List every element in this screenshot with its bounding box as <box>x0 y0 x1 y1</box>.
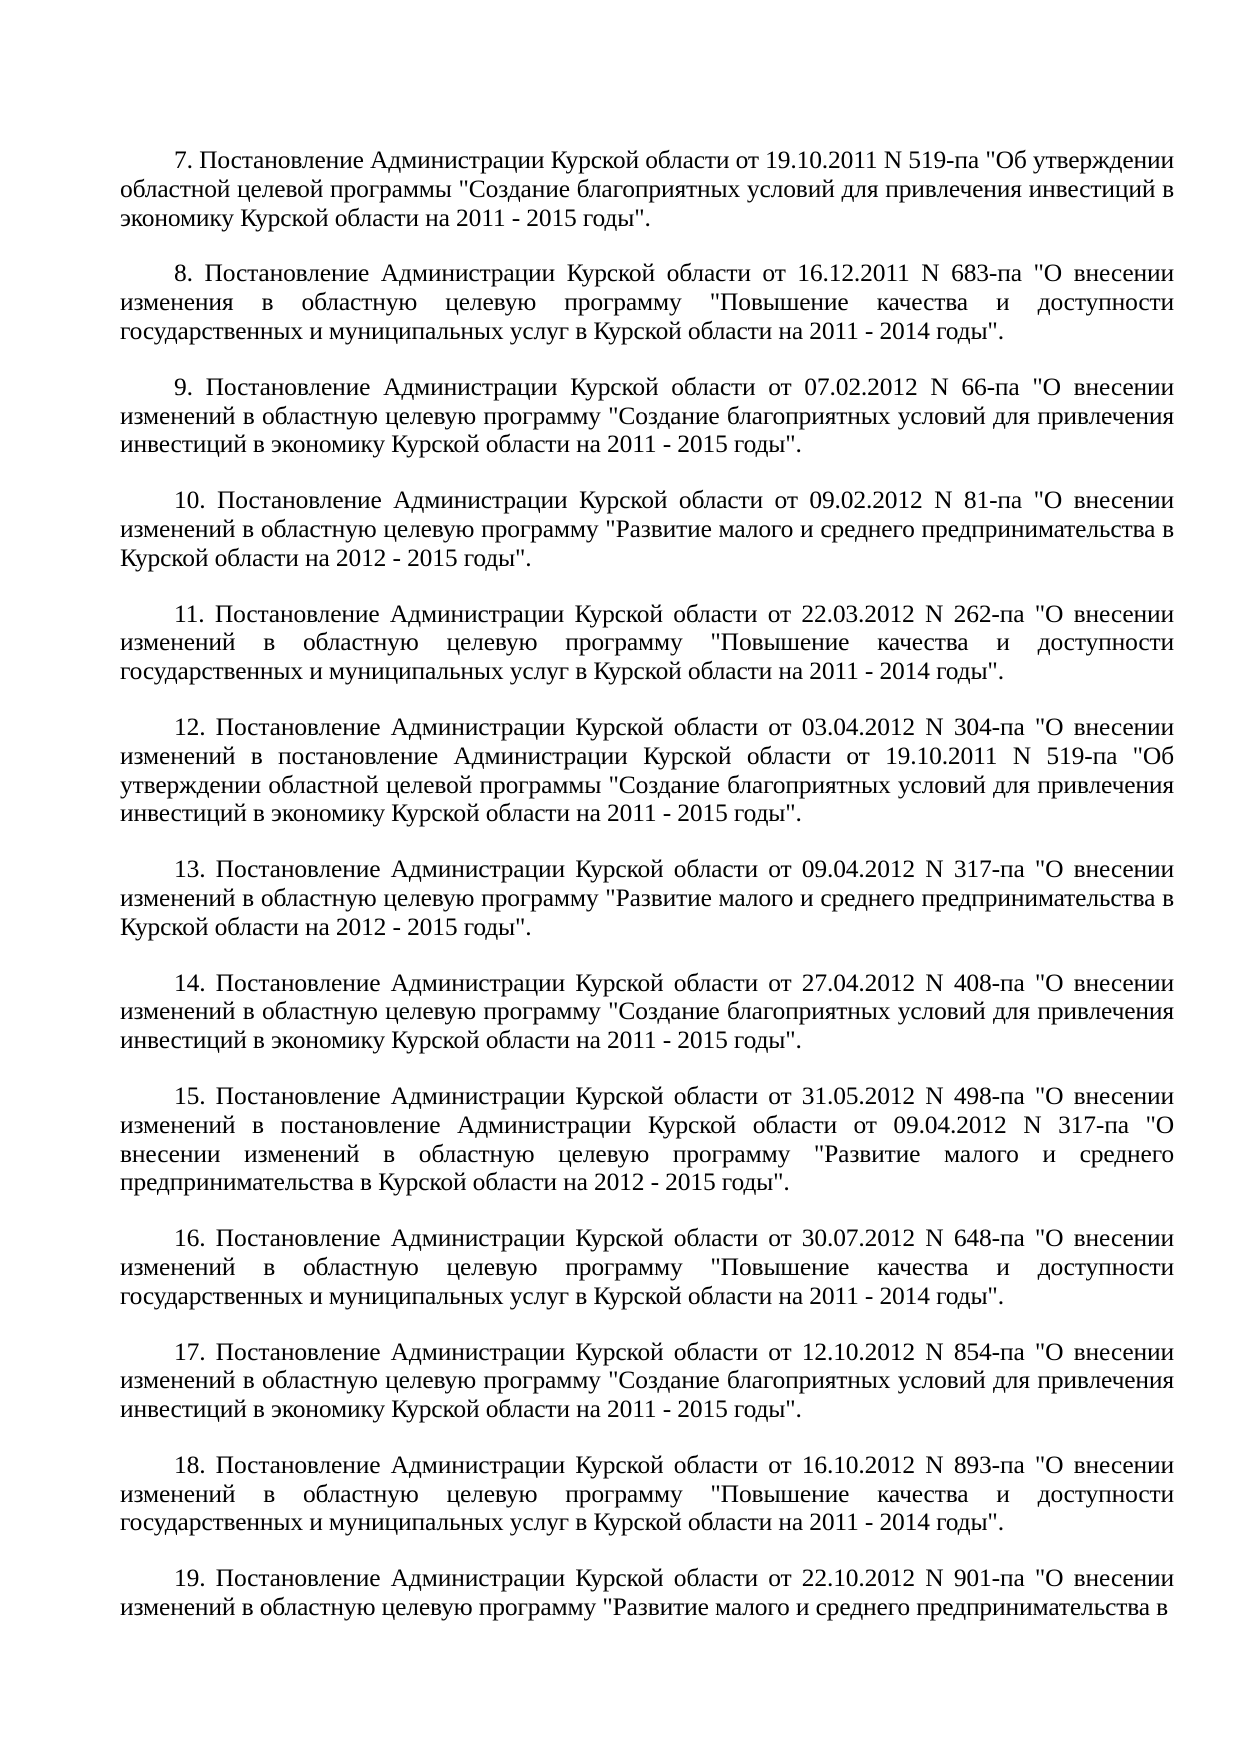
list-item-16: 16. Постановление Администрации Курской области от 30.07.2012 N 648-па "О внесении изменений в областную целевую программу "Повышение качества и доступности государственных и муниципальных услуг в Курской области на 2011 - 2014 годы". <box>120 1223 1174 1310</box>
list-item-9: 9. Постановление Администрации Курской области от 07.02.2012 N 66-па "О внесении изменений в областную целевую программу "Создание благоприятных условий для привлечения инвестиций в экономику Курской области на 2011 - 2015 годы". <box>120 371 1174 459</box>
list-item-19: 19. Постановление Администрации Курской области от 22.10.2012 N 901-па "О внесении изменений в областную целевую программу "Развитие малого и среднего предпринимательства в <box>120 1563 1174 1622</box>
list-item-7: 7. Постановление Администрации Курской области от 19.10.2011 N 519-па "Об утверждении областной целевой программы "Создание благоприятных условий для привлечения инвестиций в экономику Курской области на 2011 - 2015 годы". <box>120 145 1174 232</box>
document-body <box>120 146 1174 1649</box>
list-item-10: 10. Постановление Администрации Курской области от 09.02.2012 N 81-па "О внесении изменений в областную целевую программу "Развитие малого и среднего предпринимательства в Курской области на 2012 - 2015 годы". <box>120 485 1174 572</box>
list-item-15: 15. Постановление Администрации Курской области от 31.05.2012 N 498-па "О внесении изменений в постановление Администрации Курской области от 09.04.2012 N 317-па "О внесении изменений в областную целевую программу "Развитие малого и среднего предпринимательства в Курской области на 2012 - 2015 годы". <box>120 1080 1174 1197</box>
list-item-14: 14. Постановление Администрации Курской области от 27.04.2012 N 408-па "О внесении изменений в областную целевую программу "Создание благоприятных условий для привлечения инвестиций в экономику Курской области на 2011 - 2015 годы". <box>120 967 1174 1055</box>
list-item-17: 17. Постановление Администрации Курской области от 12.10.2012 N 854-па "О внесении изменений в областную целевую программу "Создание благоприятных условий для привлечения инвестиций в экономику Курской области на 2011 - 2015 годы". <box>120 1336 1174 1424</box>
list-item-8: 8. Постановление Администрации Курской области от 16.12.2011 N 683-па "О внесении изменения в областную целевую программу "Повышение качества и доступности государственных и муниципальных услуг в Курской области на 2011 - 2014 годы". <box>120 258 1174 345</box>
list-item-13: 13. Постановление Администрации Курской области от 09.04.2012 N 317-па "О внесении изменений в областную целевую программу "Развитие малого и среднего предпринимательства в Курской области на 2012 - 2015 годы". <box>120 854 1174 941</box>
list-item-12: 12. Постановление Администрации Курской области от 03.04.2012 N 304-па "О внесении изменений в постановление Администрации Курской области от 19.10.2011 N 519-па "Об утверждении областной целевой программы "Создание благоприятных условий для привлечения инвестиций в экономику Курской области на 2011 - 2015 годы". <box>120 711 1174 828</box>
list-item-11: 11. Постановление Администрации Курской области от 22.03.2012 N 262-па "О внесении изменений в областную целевую программу "Повышение качества и доступности государственных и муниципальных услуг в Курской области на 2011 - 2014 годы". <box>120 598 1174 686</box>
list-item-18: 18. Постановление Администрации Курской области от 16.10.2012 N 893-па "О внесении изменений в областную целевую программу "Повышение качества и доступности государственных и муниципальных услуг в Курской области на 2011 - 2014 годы". <box>120 1449 1174 1537</box>
